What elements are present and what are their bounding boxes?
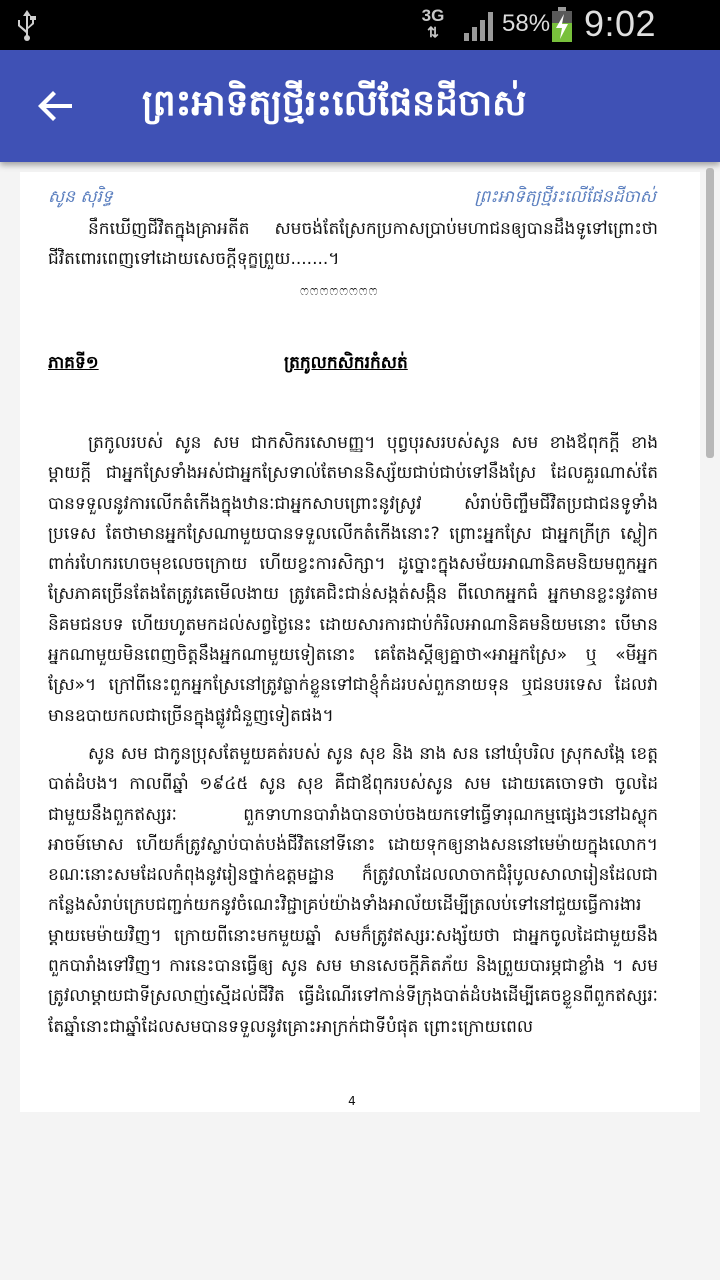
clock: 9:02 [584, 3, 657, 44]
signal-icon [462, 9, 496, 43]
back-button[interactable] [26, 78, 86, 134]
usb-icon [14, 8, 40, 42]
body-text [48, 428, 658, 1068]
network-type-label: 3G [421, 6, 445, 25]
status-bar [0, 0, 720, 50]
data-arrows-icon: ⇅ [427, 24, 439, 40]
arrow-left-icon [36, 86, 76, 126]
ornament-divider: ෆෆෆෆෆෆෆෆ [300, 284, 379, 299]
paragraph: សូន សម ជាកូនប្រុសតែមួយគត់របស់ សូន សុខ និង នាង សន នៅឃុំបរិល ស្រុកសង្កែ ខេត្តបាត់ដំបង។ កាលពីឆ្នាំ ១៩៤៥ សូន សុខ គឺជាឪពុករបស់សូន សម ដោយគេចោទថា ចូលដៃជាមួយនឹងពួកឥស្សរៈ ពួកទាហានបារាំងបានចាប់ចងយកទៅធ្វើទារុណកម្មផ្សេងៗនៅឯស្លុកអាចម៍មោស ហើយក៏ត្រូវស្លាប់បាត់បង់ជីវិតនៅទីនោះ ដោយទុកឲ្យនាងសននៅមេម៉ាយក្នុងលោក។ ខណៈនោះសមដែលកំពុងនូវរៀនថ្នាក់ឧត្តមដ្ឋាន ក៏ត្រូវលាដែលលាចាកជំរុំបូលសាលារៀនដែលជាកន្លែងសំរាប់ក្រេបជញ្ជក់យកនូវចំណេះវិជ្ជាគ្រប់យ៉ាងទាំងអាល័យដើម្បីត្រលប់ទៅនៅជួយធ្វើការងារម្តាយមេម៉ាយវិញ។ ក្រោយពីនោះមកមួយឆ្នាំ សមក៏ត្រូវឥស្សរៈសង្ស័យថា ជាអ្នកចូលដៃជាមួយនឹងពួកបារាំងទៅវិញ។ ការនេះបានធ្វើឲ្យ សូន សម មានសេចក្តីភិតភ័យ និងព្រួយបារម្ភជាខ្លាំង ។ សមត្រូវលាម្តាយជាទីស្រលាញ់ស្មើដល់ជីវិត ធ្វើដំណើរទៅកាន់ទីក្រុងបាត់ដំបងដើម្បីគេចខ្លួនពីពួកឥស្សរៈ តែឆ្នាំនោះជាឆ្នាំដែលសមបានទទួលនូវគ្រោះអាក្រក់ជាទីបំផុត ព្រោះក្រោយពេល [48, 743, 658, 1037]
document-page[interactable] [20, 172, 700, 1112]
chapter-label: ភាគទី១ [48, 353, 99, 373]
page-title: ព្រះអាទិត្យថ្មីរះលើផែនដីចាស់ [142, 83, 527, 124]
battery-charging-icon [550, 6, 574, 44]
intro-paragraph: នឹកឃើញជីវិតក្នុងគ្រាអតីត សមចង់តែស្រែកប្រកាសប្រាប់មហាជនឲ្យបានដឹងទូទៅព្រោះថាជីវិតពោរពេញទៅដោយសេចក្តីទុក្ខព្រួយ.......។ [48, 219, 658, 269]
battery-percent: 58% [502, 10, 551, 37]
paragraph: ត្រកូលរបស់ សូន សម ជាកសិករសោមញ្ញ។ បុព្វបុរសរបស់សូន សម ខាងឪពុកក្តី ខាងម្តាយក្តី ជាអ្នកស្រែទាំងអស់ជាអ្នកស្រែទាល់តែមាននិស្ស័យជាប់ជាប់ទៅនឹងស្រែ ដែលគួរណាស់តែបានទទួលនូវការលើកតំកើងក្នុងឋានៈជាអ្នកសាបព្រោះនូវស្រូវ សំរាប់ចិញ្ចឹមជីវិតប្រជាជនទូទាំងប្រទេស តែថាមានអ្នកស្រែណាមួយបានទទួលលើកតំកើងនោះ? ព្រោះអ្នកស្រែ ជាអ្នកក្រីក្រ ស្លៀកពាក់រហែករហេចមុខលេចក្រោយ ហើយខ្វះការសិក្សា។ ដូច្នោះក្នុងសម័យអាណានិគមនិយមពួកអ្នកស្រែភាគច្រើនតែងតែត្រូវគេមើលងាយ ត្រូវគេជិះជាន់សង្កត់សង្កិន ពីលោកអ្នកធំ អ្នកមានខ្លះនូវតាមនិគមជនបទ ហើយហូតមកដល់សព្វថ្ងៃនេះ ដោយសារការជាប់កំរិលអាណានិគមនិយមនោះ បើមានអ្នកណាមួយមិនពេញចិត្តនឹងអ្នកណាមួយទៀតនោះ គេតែងស្តីឲ្យគ្នាថា«អាអ្នកស្រែ» ឬ «មីអ្នកស្រែ»។ ក្រៅពីនេះពួកអ្នកស្រែនៅត្រូវធ្លាក់ខ្លួនទៅជាខ្ញុំកំដរបស់ពួកនាយទុន ឬជនបរទេស ដែលវាមានឧបាយកលជាច្រើនក្នុងផ្លូវជំនួញទៀតផង។ [48, 433, 658, 726]
app-bar [0, 50, 720, 162]
page-number: 4 [348, 1094, 356, 1108]
chapter-title: ត្រកូលកសិករកំសត់ [284, 353, 408, 373]
network-type-indicator [418, 7, 448, 41]
scrollbar[interactable] [706, 168, 714, 458]
page-header-author: សូន សុរិទ្ធ [48, 187, 113, 207]
page-header-book-title: ព្រះអាទិត្យថ្មីរះលើផែនដីចាស់ [474, 187, 656, 207]
